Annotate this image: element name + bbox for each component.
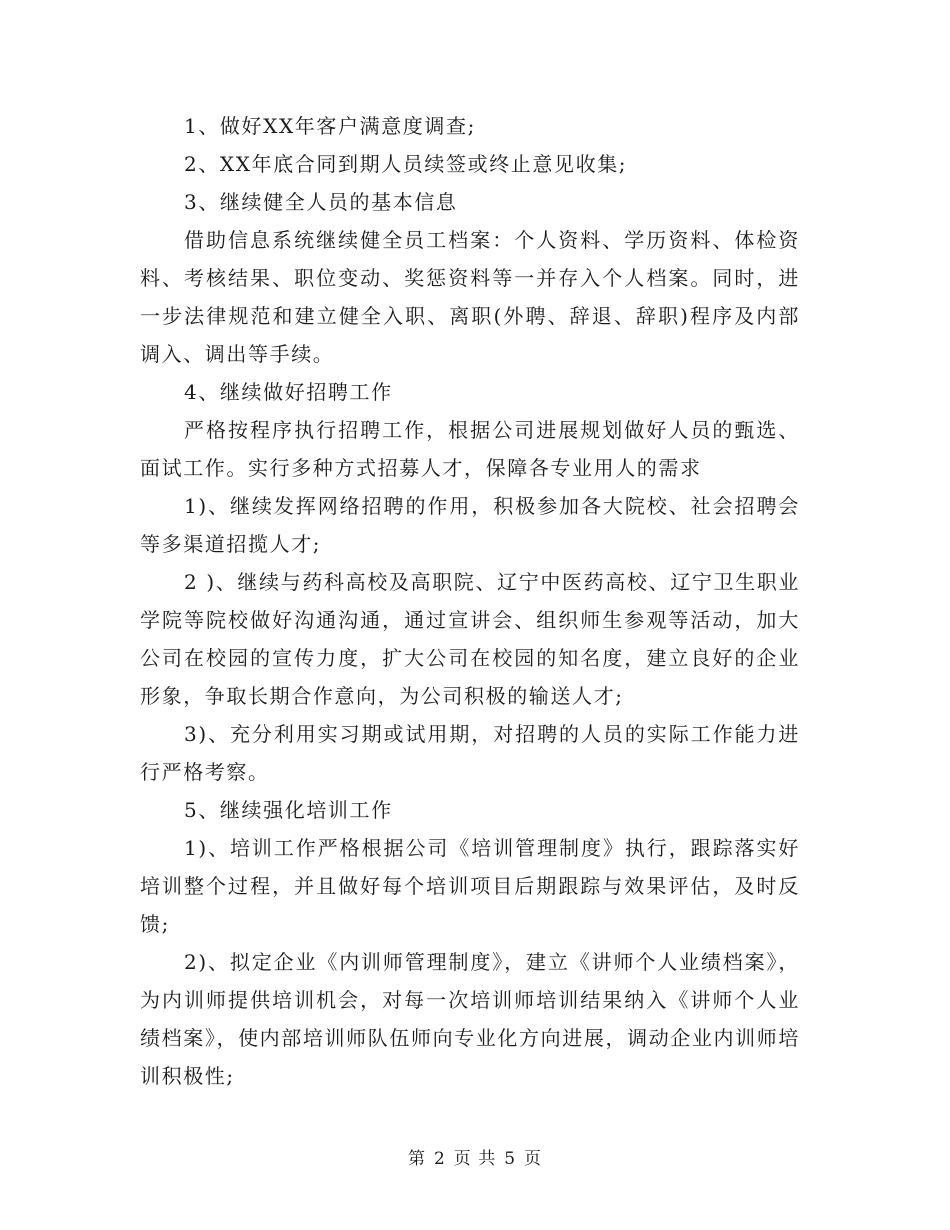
paragraph-6: 严格按程序执行招聘工作，根据公司进展规划做好人员的甄选、面试工作。实行多种方式招募人才，保障各专业用人的需求 xyxy=(140,418,800,480)
footer-prefix: 第 xyxy=(407,1149,426,1169)
paragraph-9: 3)、充分利用实习期或试用期，对招聘的人员的实际工作能力进行严格考察。 xyxy=(140,722,800,784)
paragraph-1: 1、做好XX年客户满意度调查; xyxy=(184,114,476,138)
footer-middle: 页 共 xyxy=(453,1149,497,1169)
paragraph-5: 4、继续做好招聘工作 xyxy=(184,380,393,404)
paragraph-7: 1)、继续发挥网络招聘的作用，积极参加各大院校、社会招聘会等多渠道招揽人才; xyxy=(140,494,800,556)
paragraph-8: 2 )、继续与药科高校及高职院、辽宁中医药高校、辽宁卫生职业学院等院校做好沟通沟通，通过宣讲会、组织师生参观等活动，加大公司在校园的宣传力度，扩大公司在校园的知名度，建立良好的企业形象，争取长期合作意向，为公司积极的输送人才; xyxy=(140,570,800,708)
footer-total-pages: 5 xyxy=(504,1149,517,1169)
paragraph-2: 2、XX年底合同到期人员续签或终止意见收集; xyxy=(184,152,628,176)
footer-page-number: 2 xyxy=(433,1149,446,1169)
paragraph-12: 2)、拟定企业《内训师管理制度》，建立《讲师个人业绩档案》，为内训师提供培训机会，对每一次培训师培训结果纳入《讲师个人业绩档案》，使内部培训师队伍师向专业化方向进展，调动企业内训师培训积极性; xyxy=(140,950,800,1088)
document-body xyxy=(140,107,800,1095)
paragraph-3: 3、继续健全人员的基本信息 xyxy=(184,190,458,214)
paragraph-4: 借助信息系统继续健全员工档案：个人资料、学历资料、体检资料、考核结果、职位变动、奖惩资料等一并存入个人档案。同时，进一步法律规范和建立健全入职、离职(外聘、辞退、辞职)程序及内部调入、调出等手续。 xyxy=(140,228,800,366)
footer-suffix: 页 xyxy=(524,1149,543,1169)
paragraph-11: 1)、培训工作严格根据公司《培训管理制度》执行，跟踪落实好培训整个过程，并且做好每个培训项目后期跟踪与效果评估，及时反馈; xyxy=(140,836,800,936)
paragraph-10: 5、继续强化培训工作 xyxy=(184,798,393,822)
page-footer xyxy=(0,1144,950,1169)
